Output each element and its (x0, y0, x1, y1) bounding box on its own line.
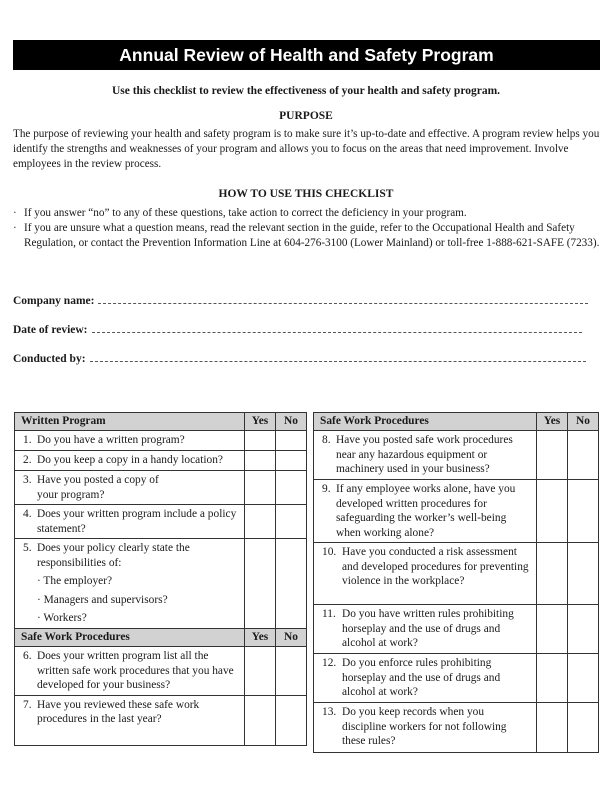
question-number: 2. (23, 454, 32, 466)
yes-checkbox[interactable] (245, 539, 276, 629)
question-text: Do you keep records when you discipline workers for not following these rules? (342, 706, 507, 747)
conducted-by-input[interactable] (90, 351, 586, 362)
question-text: Does your written program include a policy statement? (37, 508, 237, 535)
date-of-review-field[interactable] (13, 322, 582, 336)
question-number: 7. (23, 698, 32, 711)
question-number: 4. (23, 508, 32, 520)
table-row (314, 703, 599, 753)
no-checkbox[interactable] (568, 654, 599, 703)
no-checkbox[interactable] (276, 505, 307, 539)
table-row (15, 471, 307, 505)
question-text: Does your written program list all the written safe work procedures that you have developed for your business? (37, 650, 234, 691)
table-row (314, 480, 599, 543)
yes-column-header: Yes (245, 629, 276, 647)
section-title: Safe Work Procedures (314, 413, 537, 431)
checklist-right (313, 412, 599, 753)
company-name-field[interactable] (13, 293, 588, 307)
table-row (314, 605, 599, 654)
question-text: Have you reviewed these safe work procedures in the last year? (37, 698, 200, 725)
bullet-dot-icon: · (13, 222, 17, 234)
question-number: 5. (23, 542, 32, 554)
how-to-heading: HOW TO USE THIS CHECKLIST (218, 188, 394, 200)
question-number: 11. (322, 608, 336, 620)
no-checkbox[interactable] (276, 647, 307, 696)
question-text: Do you keep a copy in a handy location? (37, 454, 223, 466)
yes-checkbox[interactable] (537, 431, 568, 480)
date-of-review-input[interactable] (92, 322, 582, 333)
table-row (15, 431, 307, 451)
question-number: 9. (322, 483, 331, 495)
table-row (314, 543, 599, 605)
section-title: Safe Work Procedures (15, 629, 245, 647)
question-number: 6. (23, 650, 32, 662)
question-number: 1. (23, 434, 32, 446)
no-checkbox[interactable] (276, 695, 307, 745)
no-column-header: No (568, 413, 599, 431)
how-to-list (13, 206, 601, 251)
question-text: Do you have a written program? (37, 434, 185, 446)
section-title: Written Program (15, 413, 245, 431)
no-checkbox[interactable] (568, 431, 599, 480)
question-text: Does your policy clearly state the responsibilities of: (37, 542, 190, 569)
yes-checkbox[interactable] (245, 647, 276, 696)
sub-item: · The employer? (37, 575, 113, 587)
no-checkbox[interactable] (568, 703, 599, 753)
yes-checkbox[interactable] (245, 431, 276, 451)
question-number: 3. (23, 474, 32, 486)
question-text: If any employee works alone, have you developed written procedures for safeguarding the worker’s well-being when working alone? (336, 483, 516, 539)
yes-column-header: Yes (245, 413, 276, 431)
table-row (15, 505, 307, 539)
question-number: 13. (322, 706, 337, 718)
table-row (15, 647, 307, 696)
how-to-text: If you are unsure what a question means, read the relevant section in the guide, refer to the Occupational Health and Safety Regulation, or contact the Prevention Information Line at 604-276-3100 (Lower Mainland) or toll-free 1-888-621-SAFE (7233). (24, 222, 600, 249)
yes-checkbox[interactable] (245, 505, 276, 539)
conducted-by-field[interactable] (13, 351, 586, 365)
question-number: 10. (322, 546, 337, 558)
yes-checkbox[interactable] (245, 451, 276, 471)
sub-item: · Workers? (37, 612, 87, 624)
how-to-item (13, 206, 601, 221)
question-text: Have you posted a copy of your program? (37, 474, 159, 501)
table-row (15, 451, 307, 471)
question-text: Have you conducted a risk assessment and developed procedures for preventing violence in the workplace? (342, 546, 529, 587)
section-header-safe-work-procedures (15, 629, 307, 647)
no-checkbox[interactable] (568, 480, 599, 543)
company-name-input[interactable] (98, 293, 588, 304)
section-header-written-program (15, 413, 307, 431)
yes-checkbox[interactable] (245, 695, 276, 745)
yes-checkbox[interactable] (537, 605, 568, 654)
how-to-text: If you answer “no” to any of these questions, take action to correct the deficiency in your program. (24, 207, 467, 219)
table-row (15, 695, 307, 745)
no-checkbox[interactable] (276, 471, 307, 505)
yes-checkbox[interactable] (537, 654, 568, 703)
purpose-heading: PURPOSE (279, 110, 333, 122)
page-title: Annual Review of Health and Safety Program (13, 40, 600, 70)
no-checkbox[interactable] (276, 451, 307, 471)
how-to-item (13, 221, 601, 251)
no-checkbox[interactable] (276, 539, 307, 629)
question-text: Do you have written rules prohibiting horseplay and the use of drugs and alcohol at work? (342, 608, 514, 649)
question-text: Do you enforce rules prohibiting horseplay and the use of drugs and alcohol at work? (342, 657, 501, 698)
yes-checkbox[interactable] (537, 480, 568, 543)
purpose-text: The purpose of reviewing your health and safety program is to make sure it’s up-to-date and effective. A program review helps you identify the strengths and weaknesses of your program and allows you to focus on the areas that need improvement. Involve employees in the review process. (13, 128, 600, 170)
no-checkbox[interactable] (568, 605, 599, 654)
section-header-safe-work-procedures (314, 413, 599, 431)
company-name-label: Company name: (13, 295, 95, 307)
table-row (314, 654, 599, 703)
date-of-review-label: Date of review: (13, 324, 88, 336)
question-text: Have you posted safe work procedures near any hazardous equipment or machinery used in your business? (336, 434, 513, 475)
table-row (314, 431, 599, 480)
yes-checkbox[interactable] (537, 703, 568, 753)
no-checkbox[interactable] (276, 431, 307, 451)
no-column-header: No (276, 413, 307, 431)
yes-checkbox[interactable] (537, 543, 568, 605)
sub-item: · Managers and supervisors? (37, 593, 168, 606)
table-row (15, 539, 307, 629)
subtitle: Use this checklist to review the effectiveness of your health and safety program. (111, 85, 501, 97)
question-number: 12. (322, 657, 337, 669)
checklist-left (14, 412, 307, 746)
conducted-by-label: Conducted by: (13, 353, 86, 365)
question-number: 8. (322, 434, 331, 446)
yes-checkbox[interactable] (245, 471, 276, 505)
bullet-dot-icon: · (13, 207, 17, 219)
no-checkbox[interactable] (568, 543, 599, 605)
yes-column-header: Yes (537, 413, 568, 431)
no-column-header: No (276, 629, 307, 647)
